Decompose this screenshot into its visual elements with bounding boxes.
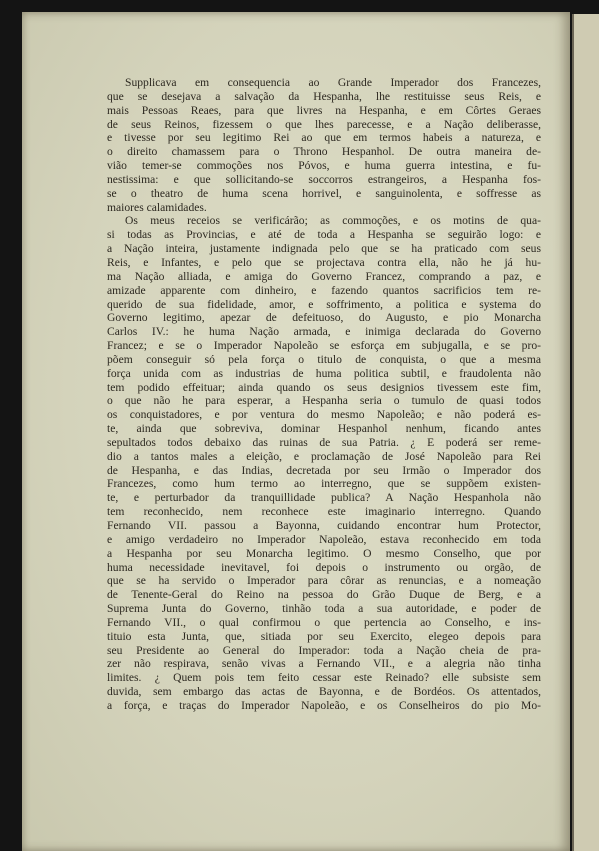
adjacent-page-edge bbox=[572, 14, 599, 851]
text-line: Supplicava em consequencia ao Grande Imperador dos Francezes, bbox=[125, 76, 541, 89]
text-line: Governo legitimo, apezar de defeituoso, do Augusto, e pio Monarcha bbox=[107, 311, 541, 325]
text-line: Os meus receios se verificárão; as commoções, e os motins de qua- bbox=[125, 214, 541, 228]
text-line: tem podido effeituar; ainda quando os seus designios tivessem este fim, bbox=[107, 380, 541, 394]
text-line: si todas as Provincias, e até de toda a Hespanha se seguirão logo: e bbox=[107, 228, 541, 242]
text-line: mais Pessoas Reaes, para que livres na Hespanha, e em Côrtes Geraes bbox=[107, 103, 541, 117]
text-line: que se desejava a salvação da Hespanha, lhe restituisse seus Reis, e bbox=[107, 89, 541, 103]
text-line: tituio esta Junta, que, sitiada por seu Exercito, elegeo depois para bbox=[107, 629, 541, 643]
text-line: dio a tantos males a eleição, e proclamação de José Napoleão para Rei bbox=[107, 449, 541, 463]
text-line: de seus Reinos, fizessem o que lhes parecesse, e a Nação deliberasse, bbox=[107, 117, 541, 131]
text-line: a Nação inteira, justamente indignada pelo que se ha praticado com seus bbox=[107, 242, 541, 256]
text-line: huma necessidade inevitavel, foi depois o instrumento ou orgão, de bbox=[107, 560, 541, 574]
text-line: vião temer-se commoções nos Póvos, e huma guerra intestina, e fu- bbox=[107, 159, 541, 173]
text-line: querido de sua fidelidade, amor, e soffrimento, a politica e systema do bbox=[107, 297, 541, 311]
text-line: a força, e traças do Imperador Napoleão, e os Conselheiros do pio Mo- bbox=[107, 698, 541, 712]
text-line: tem reconhecido, nem reconhece este imaginario interregno. Quando bbox=[107, 505, 541, 519]
text-line: a Hespanha por seu Monarcha legitimo. O mesmo Conselho, que por bbox=[107, 546, 541, 560]
text-line: de Tenente-Geral do Reino na pessoa do Grão Duque de Berg, e a bbox=[107, 588, 541, 602]
text-line: o direito chamassem para o Throno Hespanhol. De outra maneira de- bbox=[107, 145, 541, 159]
text-line: força unida com as industrias de huma politica subtil, e fraudolenta não bbox=[107, 366, 541, 380]
text-line: te, ainda que sobreviva, dominar Hespanhol nenhum, ficando antes bbox=[107, 422, 541, 436]
text-line: nestissima: e que sollicitando-se soccorros estrangeiros, a Hespanha fos- bbox=[107, 172, 541, 186]
text-line: Francez; e se o Imperador Napoleão se esforça em subjugalla, e se pro- bbox=[107, 339, 541, 353]
text-line: o que não he para esperar, a Hespanha seria o tumulo de quasi todos bbox=[107, 394, 541, 408]
text-line: Fernando VII. passou a Bayonna, cuidando encontrar hum Protector, bbox=[107, 519, 541, 532]
text-line: zer não respirava, senão vivas a Fernando VII., e a alegria não tinha bbox=[107, 657, 541, 671]
text-line: e tivesse por seu legitimo Rei ao que em termos habeis a natureza, e bbox=[107, 131, 541, 145]
text-line: os conquistadores, e por ventura do mesmo Napoleão; e não poderá es- bbox=[107, 408, 541, 422]
text-line: seu Presidente ao General do Imperador: toda a Nação cheia de pra- bbox=[107, 643, 541, 657]
text-line: e amigo verdadeiro no Imperador Napoleão, estava reconhecido em toda bbox=[107, 532, 541, 546]
text-line: te, e perturbador da tranquillidade publica? A Nação Hespanhola não bbox=[107, 491, 541, 505]
text-line: põem conseguir só pela força o titulo de conquista, o que a mesma bbox=[107, 352, 541, 366]
text-line: limites. ¿ Quem pois tem feito cessar este Reinado? elle subsiste sem bbox=[107, 671, 541, 685]
text-line: que se ha servido o Imperador para côrar as renuncias, e a nomeação bbox=[107, 574, 541, 588]
text-line: Francezes, como hum termo ao interregno, que se suppõem existen- bbox=[107, 477, 541, 491]
text-line: de Hespanha, e das Indias, decretada por seu Irmão o Imperador dos bbox=[107, 463, 541, 477]
text-line: sepultados todos debaixo das ruinas de sua Patria. ¿ E poderá ser reme- bbox=[107, 435, 541, 449]
text-line: Reis, e Infantes, e pelo que se projectava contra ella, não he já hu- bbox=[107, 255, 541, 269]
text-line: duvida, sem embargo das actas de Bayonna, e de Bordéos. Os attentados, bbox=[107, 685, 541, 699]
text-line: maiores calamidades. bbox=[107, 200, 207, 214]
page-text bbox=[107, 76, 541, 713]
text-line: se o theatro de huma scena horrivel, e sanguinolenta, e soffresse as bbox=[107, 186, 541, 200]
text-line: amizade apparente com dinheiro, e fazendo quantos sacrificios tem re- bbox=[107, 283, 541, 297]
text-line: Suprema Junta do Governo, tinhão toda a sua autoridade, e poder de bbox=[107, 602, 541, 616]
text-line: Carlos IV.: he huma Nação armada, e inimiga declarada do Governo bbox=[107, 325, 541, 339]
text-line: ma Nação alliada, e amiga do Governo Francez, comprando a paz, e bbox=[107, 269, 541, 283]
text-line: Fernando VII., o qual confirmou o que pertencia ao Conselho, e ins- bbox=[107, 615, 541, 629]
